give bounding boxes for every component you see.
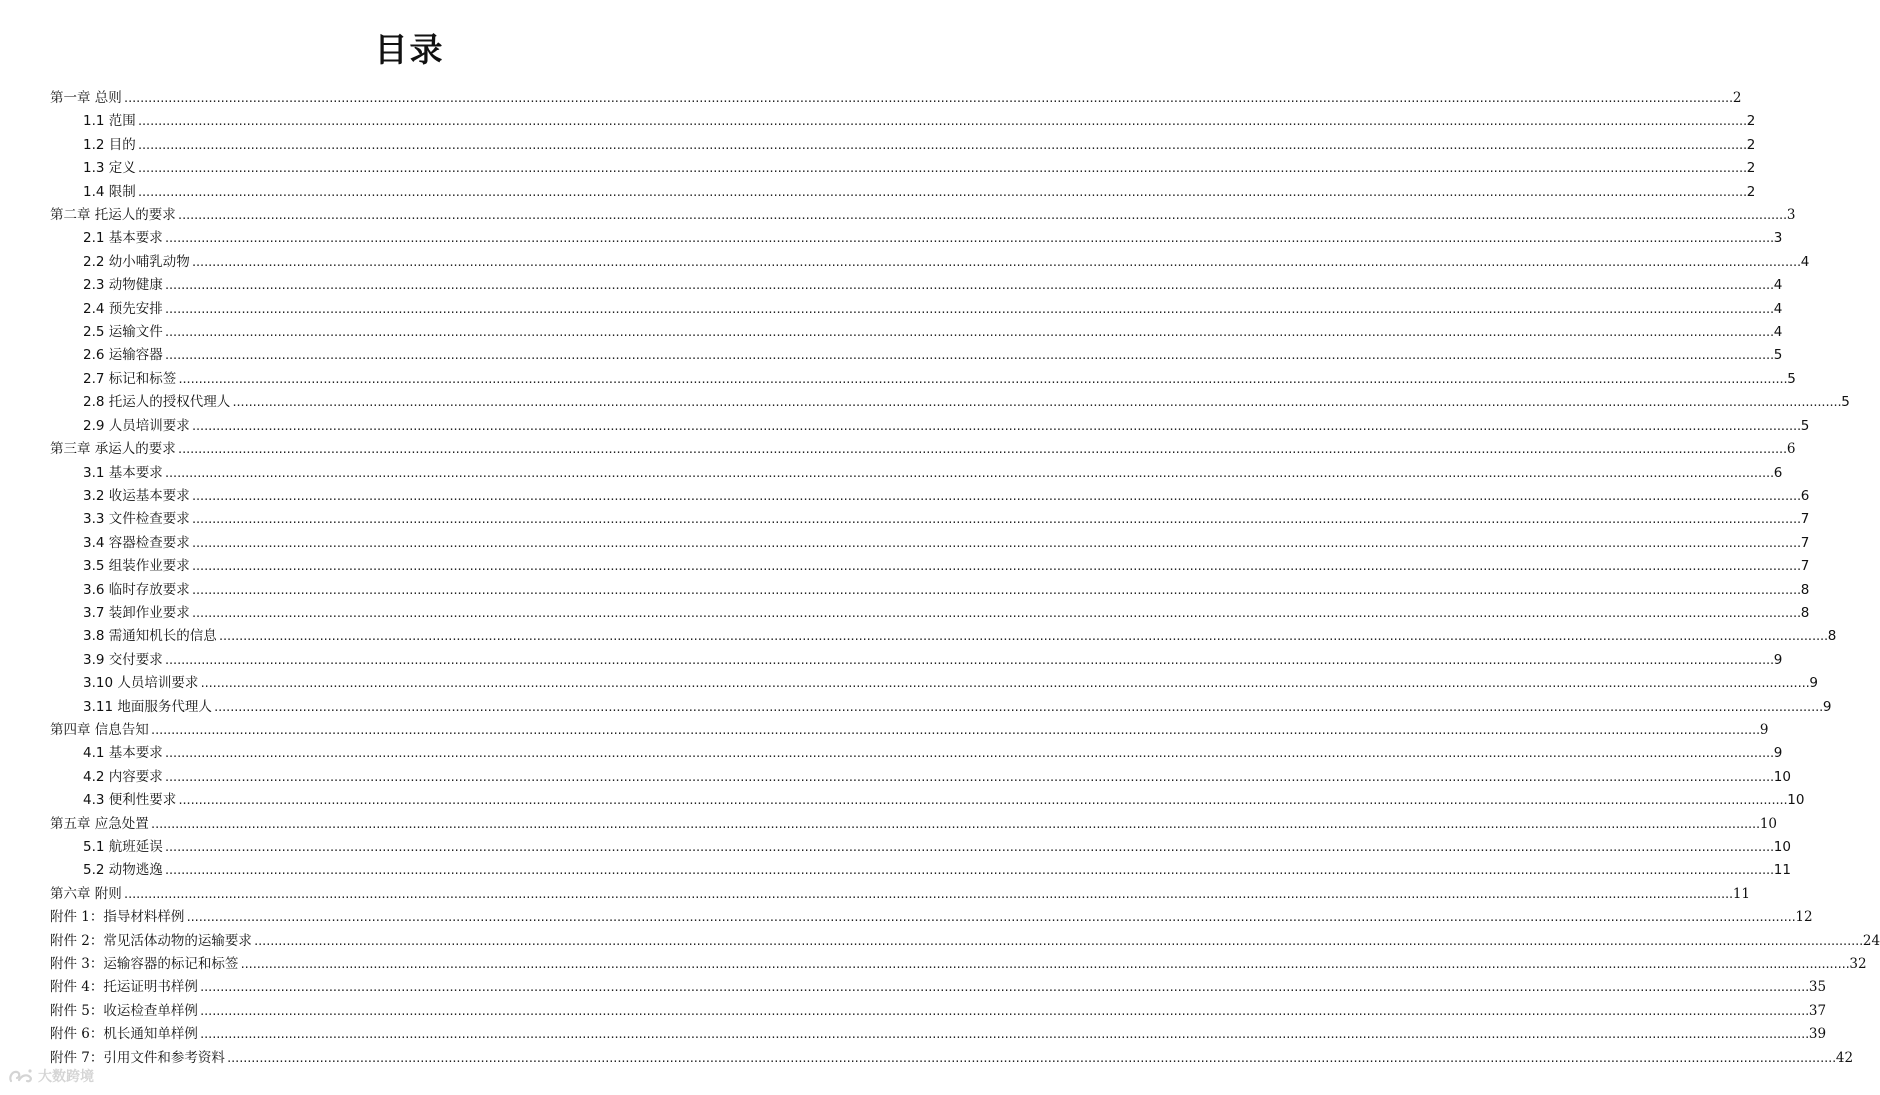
toc-dot-leader: ................................................................................................................................................................................................................................................................................................................................................................................................................: [176, 443, 1786, 457]
toc-page-number: 5: [1787, 370, 1796, 387]
toc-entry-title: 3.10 人员培训要求: [83, 675, 199, 692]
toc-section-entry[interactable]: [50, 742, 1783, 765]
toc-chapter-entry[interactable]: [50, 719, 1769, 742]
toc-entry-title: 附件 5：收运检查单样例: [50, 1002, 198, 1019]
toc-page-number: 7: [1800, 534, 1810, 551]
toc-page-number: 37: [1808, 1002, 1827, 1019]
toc-dot-leader: ................................................................................................................................................................................................................................................................................................................................................................................................................: [122, 92, 1732, 105]
toc-dot-leader: ................................................................................................................................................................................................................................................................................................................................................................................................................: [149, 723, 1759, 737]
toc-section-entry[interactable]: [50, 672, 1818, 695]
toc-entry-title: 第二章 托运人的要求: [50, 207, 176, 224]
toc-dot-leader: ................................................................................................................................................................................................................................................................................................................................................................................................................: [198, 1028, 1808, 1042]
toc-page-number: 2: [1746, 183, 1756, 200]
toc-section-entry[interactable]: [50, 391, 1850, 414]
toc-dot-leader: ................................................................................................................................................................................................................................................................................................................................................................................................................: [212, 700, 1822, 714]
toc-dot-leader: ................................................................................................................................................................................................................................................................................................................................................................................................................: [190, 419, 1800, 433]
toc-entry-title: 2.4 预先安排: [83, 300, 163, 317]
table-of-contents: [50, 87, 1880, 1070]
toc-dot-leader: ................................................................................................................................................................................................................................................................................................................................................................................................................: [190, 560, 1800, 574]
toc-dot-leader: ................................................................................................................................................................................................................................................................................................................................................................................................................: [199, 677, 1809, 691]
toc-section-entry[interactable]: [50, 274, 1783, 297]
toc-dot-leader: ................................................................................................................................................................................................................................................................................................................................................................................................................: [176, 209, 1786, 223]
toc-dot-leader: ................................................................................................................................................................................................................................................................................................................................................................................................................: [163, 747, 1773, 761]
toc-page-number: 39: [1808, 1026, 1827, 1043]
toc-dot-leader: ................................................................................................................................................................................................................................................................................................................................................................................................................: [239, 958, 1849, 972]
toc-dot-leader: ................................................................................................................................................................................................................................................................................................................................................................................................................: [225, 1051, 1835, 1065]
toc-page-number: 6: [1773, 464, 1783, 481]
toc-entry-title: 4.2 内容要求: [83, 768, 163, 785]
toc-entry-title: 3.5 组装作业要求: [83, 558, 190, 575]
toc-entry-title: 附件 4：托运证明书样例: [50, 979, 198, 996]
toc-page-number: 7: [1800, 558, 1810, 575]
toc-entry-title: 3.8 需通知机长的信息: [83, 628, 217, 645]
toc-section-entry[interactable]: [50, 368, 1796, 391]
toc-section-entry[interactable]: [50, 649, 1783, 672]
toc-page-number: 5: [1841, 394, 1850, 411]
toc-page-number: 35: [1808, 979, 1827, 996]
toc-dot-leader: ................................................................................................................................................................................................................................................................................................................................................................................................................: [252, 934, 1862, 948]
toc-section-entry[interactable]: [50, 485, 1810, 508]
toc-dot-leader: ................................................................................................................................................................................................................................................................................................................................................................................................................: [185, 911, 1795, 925]
toc-dot-leader: ................................................................................................................................................................................................................................................................................................................................................................................................................: [163, 653, 1773, 667]
toc-page-number: 5: [1773, 347, 1783, 364]
toc-dot-leader: ................................................................................................................................................................................................................................................................................................................................................................................................................: [177, 372, 1787, 386]
toc-section-entry[interactable]: [50, 859, 1791, 882]
toc-dot-leader: ................................................................................................................................................................................................................................................................................................................................................................................................................: [163, 864, 1773, 878]
toc-page-number: 6: [1786, 441, 1796, 458]
toc-page-number: 9: [1809, 675, 1818, 692]
toc-page-number: 2: [1732, 90, 1742, 106]
brand-logo-icon: [8, 1068, 34, 1084]
toc-chapter-entry[interactable]: [50, 438, 1796, 461]
toc-entry-title: 第五章 应急处置: [50, 815, 149, 832]
toc-page-number: 8: [1800, 604, 1810, 621]
toc-entry-title: 附件 2：常见活体动物的运输要求: [50, 932, 252, 949]
toc-page-number: 32: [1849, 956, 1867, 973]
toc-entry-title: 附件 7：引用文件和参考资料: [50, 1049, 225, 1066]
toc-section-entry[interactable]: [50, 344, 1783, 367]
toc-dot-leader: ................................................................................................................................................................................................................................................................................................................................................................................................................: [163, 279, 1773, 293]
toc-entry-title: 1.1 范围: [83, 113, 136, 130]
toc-entry-title: 3.6 临时存放要求: [83, 581, 190, 598]
toc-section-entry[interactable]: [50, 766, 1791, 789]
toc-dot-leader: ................................................................................................................................................................................................................................................................................................................................................................................................................: [163, 232, 1773, 246]
toc-page-number: 4: [1773, 324, 1783, 341]
toc-page-number: 3: [1786, 207, 1796, 224]
toc-entry-title: 2.7 标记和标签: [83, 370, 177, 387]
toc-page-number: 7: [1800, 511, 1810, 528]
toc-chapter-entry[interactable]: [50, 204, 1796, 227]
toc-page-number: 9: [1773, 745, 1783, 762]
toc-dot-leader: ................................................................................................................................................................................................................................................................................................................................................................................................................: [136, 185, 1746, 199]
toc-dot-leader: ................................................................................................................................................................................................................................................................................................................................................................................................................: [190, 513, 1800, 527]
toc-dot-leader: ................................................................................................................................................................................................................................................................................................................................................................................................................: [163, 349, 1773, 363]
toc-page-number: 8: [1800, 581, 1810, 598]
toc-entry-title: 3.7 装卸作业要求: [83, 604, 190, 621]
toc-dot-leader: ................................................................................................................................................................................................................................................................................................................................................................................................................: [198, 1004, 1808, 1018]
toc-page-number: 2: [1746, 113, 1756, 130]
toc-chapter-entry[interactable]: [50, 883, 1751, 906]
toc-dot-leader: ................................................................................................................................................................................................................................................................................................................................................................................................................: [136, 138, 1746, 152]
toc-entry-title: 第一章 总则: [50, 90, 122, 106]
toc-page-number: 10: [1773, 839, 1791, 855]
toc-page-number: 11: [1732, 885, 1751, 902]
toc-page-number: 24: [1862, 932, 1880, 949]
toc-section-entry[interactable]: [50, 555, 1810, 578]
toc-chapter-entry[interactable]: [50, 87, 1742, 110]
toc-entry-title: 2.1 基本要求: [83, 230, 163, 247]
toc-page-number: 9: [1773, 651, 1783, 668]
toc-dot-leader: ................................................................................................................................................................................................................................................................................................................................................................................................................: [190, 606, 1800, 620]
toc-entry-title: 3.11 地面服务代理人: [83, 698, 212, 715]
toc-entry-title: 附件 6：机长通知单样例: [50, 1026, 198, 1043]
toc-entry-title: 4.1 基本要求: [83, 745, 163, 762]
toc-section-entry[interactable]: [50, 251, 1810, 274]
toc-page-number: 10: [1759, 815, 1778, 832]
toc-section-entry[interactable]: [50, 415, 1810, 438]
toc-dot-leader: ................................................................................................................................................................................................................................................................................................................................................................................................................: [163, 302, 1773, 316]
toc-entry-title: 3.1 基本要求: [83, 464, 163, 481]
toc-dot-leader: ................................................................................................................................................................................................................................................................................................................................................................................................................: [190, 255, 1800, 269]
toc-page-number: 9: [1822, 698, 1832, 715]
toc-entry-title: 5.1 航班延误: [83, 839, 163, 855]
toc-entry-title: 2.2 幼小哺乳动物: [83, 253, 190, 270]
toc-section-entry[interactable]: [50, 298, 1783, 321]
toc-page-number: 6: [1800, 487, 1810, 504]
toc-dot-leader: ................................................................................................................................................................................................................................................................................................................................................................................................................: [136, 115, 1746, 129]
toc-dot-leader: ................................................................................................................................................................................................................................................................................................................................................................................................................: [231, 396, 1841, 410]
watermark-text: 大数跨境: [38, 1069, 94, 1085]
toc-page-number: 3: [1773, 230, 1783, 247]
toc-section-entry[interactable]: [50, 227, 1783, 250]
toc-chapter-entry[interactable]: [50, 906, 1813, 929]
toc-entry-title: 2.5 运输文件: [83, 324, 163, 341]
toc-chapter-entry[interactable]: [50, 813, 1778, 836]
toc-chapter-entry[interactable]: [50, 930, 1880, 953]
toc-page-number: 4: [1773, 300, 1783, 317]
toc-section-entry[interactable]: [50, 508, 1810, 531]
toc-entry-title: 附件 3：运输容器的标记和标签: [50, 956, 239, 973]
toc-chapter-entry[interactable]: [50, 1000, 1827, 1023]
toc-entry-title: 2.3 动物健康: [83, 277, 163, 294]
toc-dot-leader: ................................................................................................................................................................................................................................................................................................................................................................................................................: [177, 794, 1787, 808]
toc-dot-leader: ................................................................................................................................................................................................................................................................................................................................................................................................................: [122, 887, 1732, 901]
toc-entry-title: 第四章 信息告知: [50, 721, 149, 738]
toc-section-entry[interactable]: [50, 579, 1810, 602]
toc-section-entry[interactable]: [50, 157, 1756, 180]
toc-entry-title: 2.6 运输容器: [83, 347, 163, 364]
page-title: 目录: [374, 30, 445, 70]
toc-page-number: 10: [1787, 792, 1805, 809]
toc-dot-leader: ................................................................................................................................................................................................................................................................................................................................................................................................................: [163, 770, 1773, 784]
toc-dot-leader: ................................................................................................................................................................................................................................................................................................................................................................................................................: [149, 817, 1759, 831]
toc-dot-leader: ................................................................................................................................................................................................................................................................................................................................................................................................................: [163, 841, 1773, 854]
toc-chapter-entry[interactable]: [50, 976, 1827, 999]
toc-page-number: 42: [1835, 1049, 1854, 1066]
toc-entry-title: 3.2 收运基本要求: [83, 487, 190, 504]
toc-entry-title: 第三章 承运人的要求: [50, 441, 176, 458]
toc-page-number: 2: [1746, 160, 1756, 177]
toc-page-number: 8: [1827, 628, 1837, 645]
toc-entry-title: 3.4 容器检查要求: [83, 534, 190, 551]
toc-section-entry[interactable]: [50, 321, 1783, 344]
toc-section-entry[interactable]: [50, 625, 1837, 648]
toc-section-entry[interactable]: [50, 462, 1783, 485]
toc-dot-leader: ................................................................................................................................................................................................................................................................................................................................................................................................................: [163, 466, 1773, 480]
toc-section-entry[interactable]: [50, 789, 1805, 812]
toc-dot-leader: ................................................................................................................................................................................................................................................................................................................................................................................................................: [190, 583, 1800, 597]
toc-dot-leader: ................................................................................................................................................................................................................................................................................................................................................................................................................: [136, 162, 1746, 176]
toc-section-entry[interactable]: [50, 110, 1756, 133]
toc-section-entry[interactable]: [50, 532, 1810, 555]
toc-entry-title: 2.8 托运人的授权代理人: [83, 394, 231, 411]
toc-entry-title: 5.2 动物逃逸: [83, 862, 163, 879]
toc-section-entry[interactable]: [50, 134, 1756, 157]
toc-entry-title: 1.2 目的: [83, 136, 136, 153]
toc-section-entry[interactable]: [50, 602, 1810, 625]
toc-page-number: 2: [1746, 136, 1756, 153]
toc-chapter-entry[interactable]: [50, 1023, 1827, 1046]
toc-chapter-entry[interactable]: [50, 953, 1867, 976]
toc-entry-title: 3.9 交付要求: [83, 651, 163, 668]
toc-section-entry[interactable]: [50, 181, 1756, 204]
toc-entry-title: 4.3 便利性要求: [83, 792, 177, 809]
toc-dot-leader: ................................................................................................................................................................................................................................................................................................................................................................................................................: [190, 536, 1800, 550]
toc-page-number: 9: [1759, 721, 1769, 738]
watermark: [8, 1066, 94, 1086]
toc-entry-title: 3.3 文件检查要求: [83, 511, 190, 528]
toc-dot-leader: ................................................................................................................................................................................................................................................................................................................................................................................................................: [163, 326, 1773, 340]
toc-section-entry[interactable]: [50, 696, 1832, 719]
toc-entry-title: 2.9 人员培训要求: [83, 417, 190, 434]
toc-page-number: 4: [1773, 277, 1783, 294]
toc-page-number: 11: [1773, 862, 1791, 879]
toc-page-number: 10: [1773, 768, 1791, 785]
toc-entry-title: 1.4 限制: [83, 183, 136, 200]
toc-section-entry[interactable]: [50, 836, 1791, 859]
toc-page-number: 5: [1800, 417, 1810, 434]
toc-page-number: 12: [1795, 909, 1813, 926]
toc-dot-leader: ................................................................................................................................................................................................................................................................................................................................................................................................................: [190, 489, 1800, 503]
toc-entry-title: 第六章 附则: [50, 885, 122, 902]
toc-chapter-entry[interactable]: [50, 1047, 1854, 1070]
toc-entry-title: 1.3 定义: [83, 160, 136, 177]
toc-dot-leader: ................................................................................................................................................................................................................................................................................................................................................................................................................: [198, 981, 1808, 995]
toc-page-number: 4: [1800, 253, 1810, 270]
toc-dot-leader: ................................................................................................................................................................................................................................................................................................................................................................................................................: [217, 630, 1827, 644]
toc-entry-title: 附件 1：指导材料样例: [50, 909, 185, 926]
